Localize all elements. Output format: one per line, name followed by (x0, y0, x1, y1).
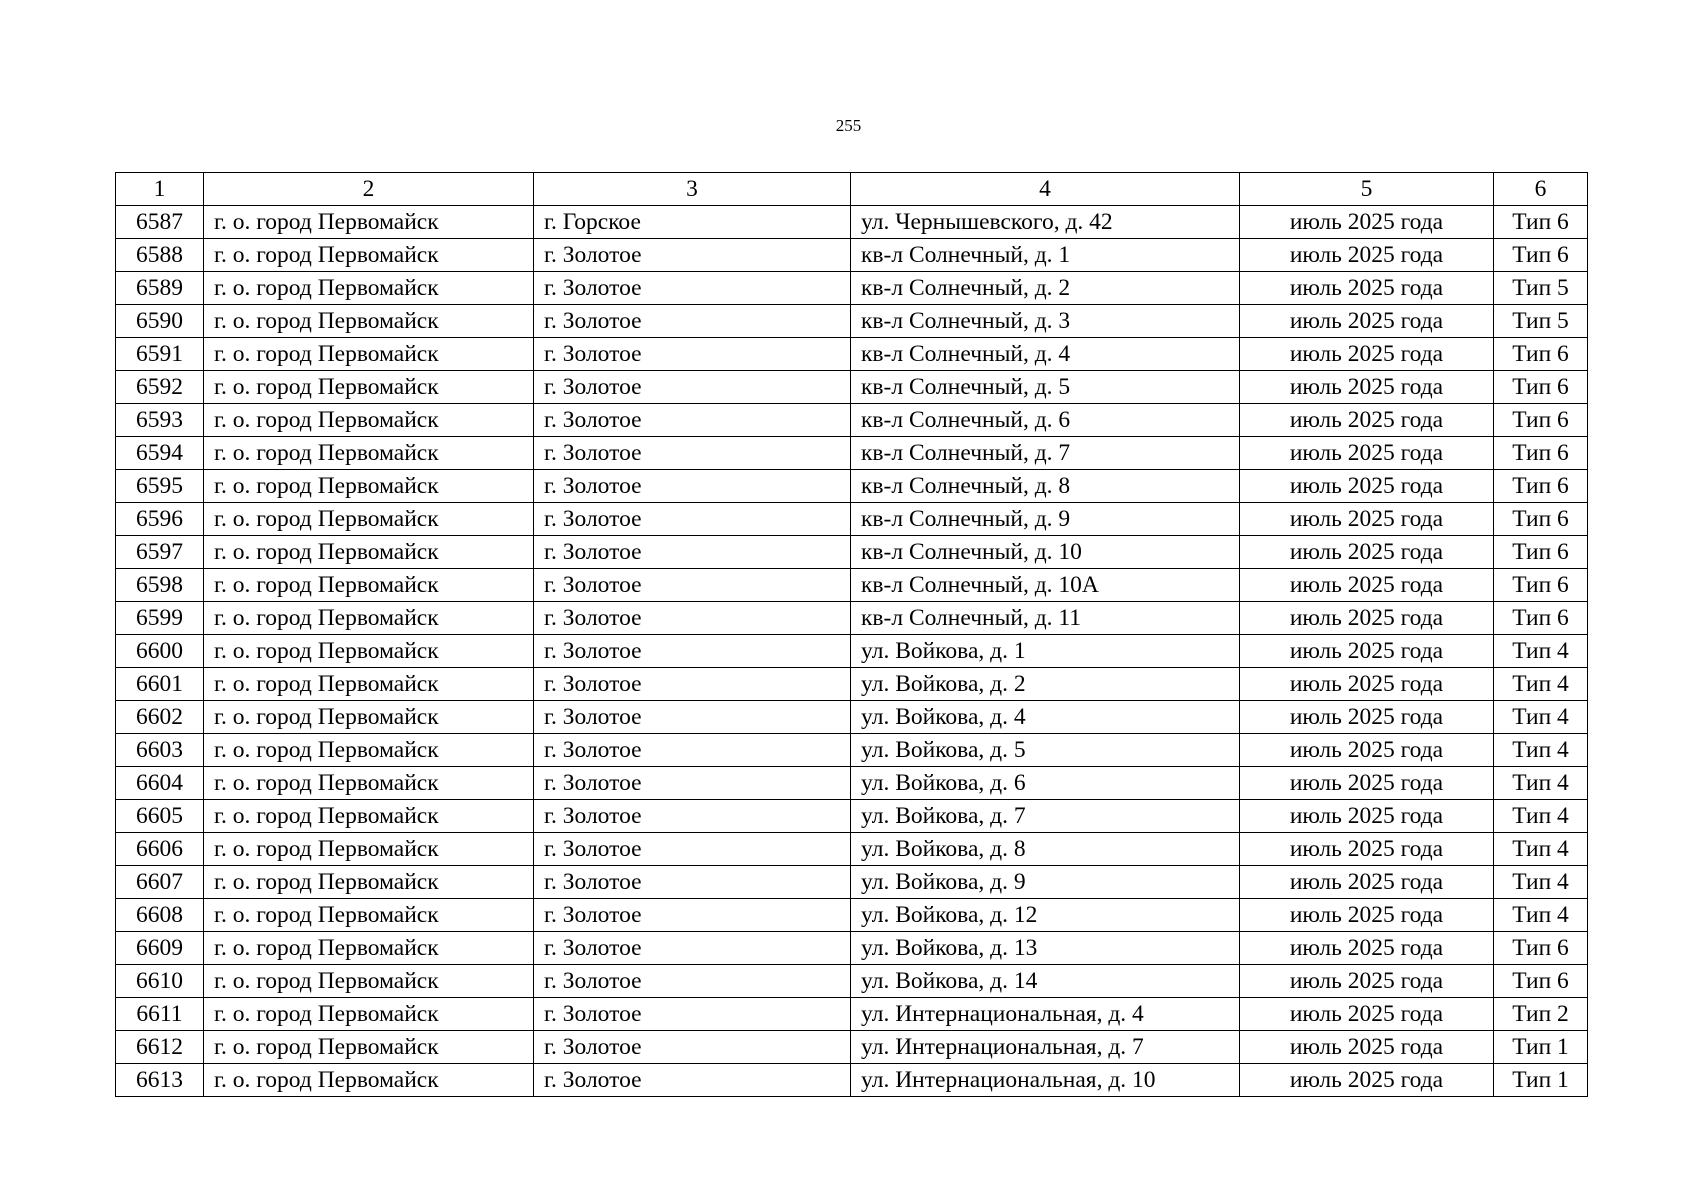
date-cell: июль 2025 года (1240, 965, 1494, 998)
settlement-cell: г. Золотое (534, 965, 851, 998)
table-row (116, 998, 1588, 1031)
type-cell: Тип 6 (1494, 404, 1588, 437)
table-row (116, 503, 1588, 536)
settlement-cell: г. Золотое (534, 404, 851, 437)
row-number-cell: 6608 (116, 899, 204, 932)
settlement-cell: г. Золотое (534, 701, 851, 734)
date-cell: июль 2025 года (1240, 239, 1494, 272)
type-cell: Тип 4 (1494, 833, 1588, 866)
settlement-cell: г. Золотое (534, 602, 851, 635)
settlement-cell: г. Золотое (534, 569, 851, 602)
row-number-cell: 6598 (116, 569, 204, 602)
page-number: 255 (835, 116, 862, 135)
address-cell: кв-л Солнечный, д. 10А (851, 569, 1240, 602)
table-row (116, 338, 1588, 371)
address-cell: ул. Войкова, д. 1 (851, 635, 1240, 668)
row-number-cell: 6611 (116, 998, 204, 1031)
settlement-cell: г. Золотое (534, 932, 851, 965)
type-cell: Тип 4 (1494, 866, 1588, 899)
table-row (116, 701, 1588, 734)
district-cell: г. о. город Первомайск (204, 569, 534, 602)
type-cell: Тип 4 (1494, 767, 1588, 800)
row-number-cell: 6592 (116, 371, 204, 404)
type-cell: Тип 4 (1494, 899, 1588, 932)
table-row (116, 734, 1588, 767)
type-cell: Тип 5 (1494, 272, 1588, 305)
settlement-cell: г. Золотое (534, 338, 851, 371)
row-number-cell: 6610 (116, 965, 204, 998)
settlement-cell: г. Золотое (534, 1064, 851, 1097)
district-cell: г. о. город Первомайск (204, 536, 534, 569)
settlement-cell: г. Золотое (534, 800, 851, 833)
table-row (116, 437, 1588, 470)
address-cell: ул. Войкова, д. 8 (851, 833, 1240, 866)
table-row (116, 899, 1588, 932)
district-cell: г. о. город Первомайск (204, 932, 534, 965)
type-cell: Тип 6 (1494, 536, 1588, 569)
column-header: 2 (204, 173, 534, 206)
address-cell: ул. Интернациональная, д. 4 (851, 998, 1240, 1031)
column-header: 4 (851, 173, 1240, 206)
type-cell: Тип 4 (1494, 734, 1588, 767)
address-cell: кв-л Солнечный, д. 6 (851, 404, 1240, 437)
district-cell: г. о. город Первомайск (204, 437, 534, 470)
address-cell: ул. Войкова, д. 7 (851, 800, 1240, 833)
date-cell: июль 2025 года (1240, 272, 1494, 305)
district-cell: г. о. город Первомайск (204, 602, 534, 635)
type-cell: Тип 4 (1494, 800, 1588, 833)
settlement-cell: г. Золотое (534, 734, 851, 767)
settlement-cell: г. Золотое (534, 668, 851, 701)
address-cell: кв-л Солнечный, д. 3 (851, 305, 1240, 338)
row-number-cell: 6593 (116, 404, 204, 437)
table-row (116, 866, 1588, 899)
date-cell: июль 2025 года (1240, 899, 1494, 932)
row-number-cell: 6588 (116, 239, 204, 272)
row-number-cell: 6613 (116, 1064, 204, 1097)
row-number-cell: 6591 (116, 338, 204, 371)
settlement-cell: г. Золотое (534, 866, 851, 899)
date-cell: июль 2025 года (1240, 998, 1494, 1031)
address-cell: кв-л Солнечный, д. 7 (851, 437, 1240, 470)
district-cell: г. о. город Первомайск (204, 635, 534, 668)
date-cell: июль 2025 года (1240, 470, 1494, 503)
table-row (116, 239, 1588, 272)
table-row (116, 1031, 1588, 1064)
district-cell: г. о. город Первомайск (204, 899, 534, 932)
type-cell: Тип 6 (1494, 239, 1588, 272)
table-header-row (116, 173, 1588, 206)
address-cell: кв-л Солнечный, д. 1 (851, 239, 1240, 272)
address-cell: кв-л Солнечный, д. 10 (851, 536, 1240, 569)
date-cell: июль 2025 года (1240, 932, 1494, 965)
date-cell: июль 2025 года (1240, 767, 1494, 800)
district-cell: г. о. город Первомайск (204, 1031, 534, 1064)
district-cell: г. о. город Первомайск (204, 371, 534, 404)
row-number-cell: 6597 (116, 536, 204, 569)
type-cell: Тип 6 (1494, 437, 1588, 470)
district-cell: г. о. город Первомайск (204, 965, 534, 998)
table-row (116, 305, 1588, 338)
date-cell: июль 2025 года (1240, 1031, 1494, 1064)
settlement-cell: г. Золотое (534, 998, 851, 1031)
district-cell: г. о. город Первомайск (204, 734, 534, 767)
date-cell: июль 2025 года (1240, 536, 1494, 569)
address-cell: кв-л Солнечный, д. 5 (851, 371, 1240, 404)
address-cell: ул. Чернышевского, д. 42 (851, 206, 1240, 239)
settlement-cell: г. Золотое (534, 899, 851, 932)
column-header: 6 (1494, 173, 1588, 206)
date-cell: июль 2025 года (1240, 800, 1494, 833)
date-cell: июль 2025 года (1240, 635, 1494, 668)
date-cell: июль 2025 года (1240, 866, 1494, 899)
type-cell: Тип 6 (1494, 371, 1588, 404)
settlement-cell: г. Золотое (534, 437, 851, 470)
row-number-cell: 6602 (116, 701, 204, 734)
row-number-cell: 6606 (116, 833, 204, 866)
address-cell: ул. Войкова, д. 13 (851, 932, 1240, 965)
column-header: 3 (534, 173, 851, 206)
type-cell: Тип 1 (1494, 1064, 1588, 1097)
type-cell: Тип 4 (1494, 668, 1588, 701)
table-row (116, 470, 1588, 503)
row-number-cell: 6599 (116, 602, 204, 635)
address-cell: кв-л Солнечный, д. 8 (851, 470, 1240, 503)
date-cell: июль 2025 года (1240, 1064, 1494, 1097)
table-row (116, 800, 1588, 833)
table-row (116, 602, 1588, 635)
table-row (116, 536, 1588, 569)
settlement-cell: г. Золотое (534, 272, 851, 305)
date-cell: июль 2025 года (1240, 602, 1494, 635)
type-cell: Тип 6 (1494, 569, 1588, 602)
district-cell: г. о. город Первомайск (204, 668, 534, 701)
address-cell: ул. Интернациональная, д. 10 (851, 1064, 1240, 1097)
district-cell: г. о. город Первомайск (204, 833, 534, 866)
type-cell: Тип 1 (1494, 1031, 1588, 1064)
type-cell: Тип 4 (1494, 701, 1588, 734)
district-cell: г. о. город Первомайск (204, 1064, 534, 1097)
date-cell: июль 2025 года (1240, 701, 1494, 734)
row-number-cell: 6607 (116, 866, 204, 899)
address-cell: кв-л Солнечный, д. 4 (851, 338, 1240, 371)
type-cell: Тип 6 (1494, 470, 1588, 503)
row-number-cell: 6603 (116, 734, 204, 767)
address-cell: ул. Войкова, д. 14 (851, 965, 1240, 998)
table-row (116, 833, 1588, 866)
date-cell: июль 2025 года (1240, 437, 1494, 470)
settlement-cell: г. Золотое (534, 833, 851, 866)
district-cell: г. о. город Первомайск (204, 206, 534, 239)
date-cell: июль 2025 года (1240, 503, 1494, 536)
table-row (116, 404, 1588, 437)
row-number-cell: 6609 (116, 932, 204, 965)
district-cell: г. о. город Первомайск (204, 866, 534, 899)
settlement-cell: г. Золотое (534, 767, 851, 800)
type-cell: Тип 6 (1494, 338, 1588, 371)
table-row (116, 965, 1588, 998)
row-number-cell: 6589 (116, 272, 204, 305)
date-cell: июль 2025 года (1240, 338, 1494, 371)
address-cell: кв-л Солнечный, д. 9 (851, 503, 1240, 536)
data-table (115, 172, 1588, 1097)
table-row (116, 635, 1588, 668)
district-cell: г. о. город Первомайск (204, 767, 534, 800)
district-cell: г. о. город Первомайск (204, 800, 534, 833)
settlement-cell: г. Золотое (534, 536, 851, 569)
settlement-cell: г. Золотое (534, 305, 851, 338)
type-cell: Тип 6 (1494, 965, 1588, 998)
date-cell: июль 2025 года (1240, 404, 1494, 437)
table-row (116, 272, 1588, 305)
date-cell: июль 2025 года (1240, 371, 1494, 404)
settlement-cell: г. Золотое (534, 503, 851, 536)
district-cell: г. о. город Первомайск (204, 701, 534, 734)
district-cell: г. о. город Первомайск (204, 998, 534, 1031)
address-cell: ул. Войкова, д. 2 (851, 668, 1240, 701)
table-body (116, 206, 1588, 1097)
table-row (116, 1064, 1588, 1097)
address-cell: ул. Войкова, д. 6 (851, 767, 1240, 800)
row-number-cell: 6601 (116, 668, 204, 701)
settlement-cell: г. Золотое (534, 239, 851, 272)
type-cell: Тип 4 (1494, 635, 1588, 668)
address-cell: ул. Войкова, д. 12 (851, 899, 1240, 932)
row-number-cell: 6590 (116, 305, 204, 338)
address-cell: ул. Войкова, д. 5 (851, 734, 1240, 767)
district-cell: г. о. город Первомайск (204, 272, 534, 305)
type-cell: Тип 5 (1494, 305, 1588, 338)
date-cell: июль 2025 года (1240, 569, 1494, 602)
row-number-cell: 6605 (116, 800, 204, 833)
row-number-cell: 6595 (116, 470, 204, 503)
table-row (116, 668, 1588, 701)
row-number-cell: 6604 (116, 767, 204, 800)
table-row (116, 767, 1588, 800)
date-cell: июль 2025 года (1240, 734, 1494, 767)
settlement-cell: г. Золотое (534, 635, 851, 668)
type-cell: Тип 6 (1494, 602, 1588, 635)
row-number-cell: 6587 (116, 206, 204, 239)
settlement-cell: г. Золотое (534, 371, 851, 404)
settlement-cell: г. Золотое (534, 1031, 851, 1064)
district-cell: г. о. город Первомайск (204, 305, 534, 338)
column-header: 5 (1240, 173, 1494, 206)
table-row (116, 206, 1588, 239)
district-cell: г. о. город Первомайск (204, 239, 534, 272)
address-cell: ул. Войкова, д. 4 (851, 701, 1240, 734)
address-cell: кв-л Солнечный, д. 2 (851, 272, 1240, 305)
address-cell: ул. Войкова, д. 9 (851, 866, 1240, 899)
address-cell: кв-л Солнечный, д. 11 (851, 602, 1240, 635)
type-cell: Тип 2 (1494, 998, 1588, 1031)
district-cell: г. о. город Первомайск (204, 338, 534, 371)
row-number-cell: 6600 (116, 635, 204, 668)
date-cell: июль 2025 года (1240, 305, 1494, 338)
row-number-cell: 6596 (116, 503, 204, 536)
column-header: 1 (116, 173, 204, 206)
type-cell: Тип 6 (1494, 206, 1588, 239)
type-cell: Тип 6 (1494, 503, 1588, 536)
table-row (116, 371, 1588, 404)
row-number-cell: 6612 (116, 1031, 204, 1064)
district-cell: г. о. город Первомайск (204, 503, 534, 536)
settlement-cell: г. Золотое (534, 470, 851, 503)
type-cell: Тип 6 (1494, 932, 1588, 965)
date-cell: июль 2025 года (1240, 206, 1494, 239)
settlement-cell: г. Горское (534, 206, 851, 239)
table-row (116, 932, 1588, 965)
district-cell: г. о. город Первомайск (204, 404, 534, 437)
district-cell: г. о. город Первомайск (204, 470, 534, 503)
date-cell: июль 2025 года (1240, 668, 1494, 701)
table-row (116, 569, 1588, 602)
row-number-cell: 6594 (116, 437, 204, 470)
date-cell: июль 2025 года (1240, 833, 1494, 866)
address-cell: ул. Интернациональная, д. 7 (851, 1031, 1240, 1064)
